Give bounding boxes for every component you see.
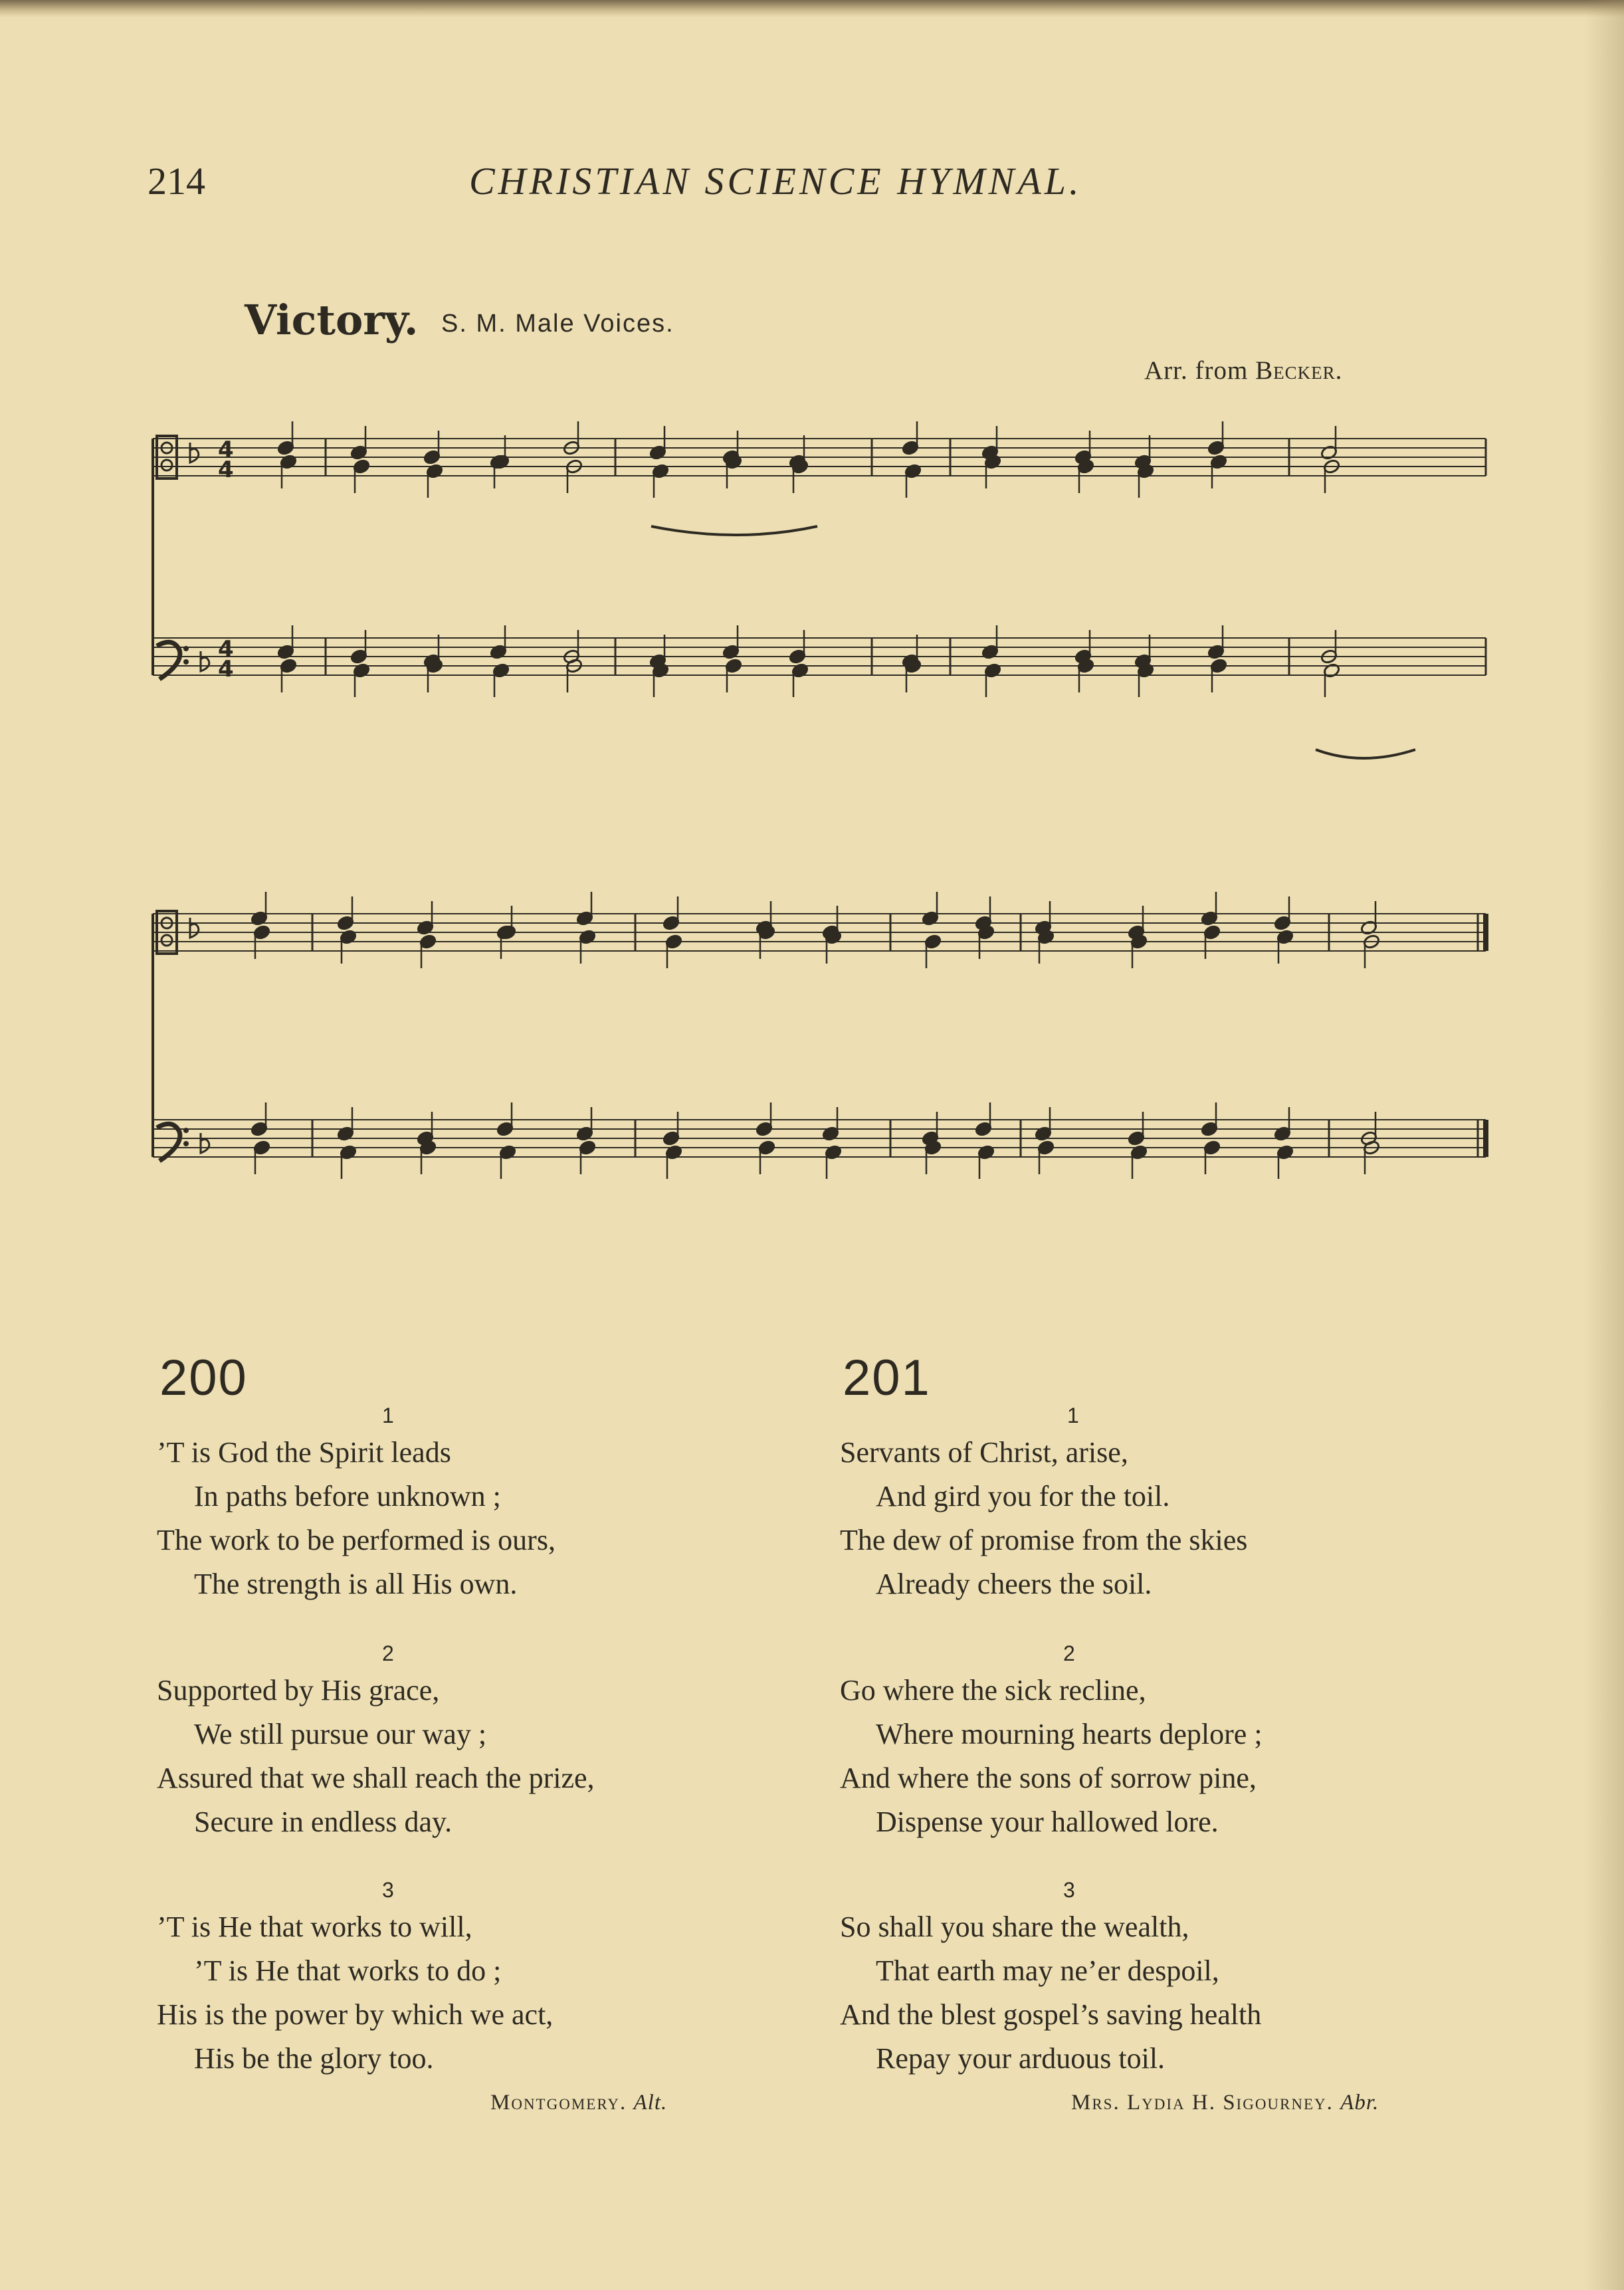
tune-meter: S. M.: [441, 310, 507, 338]
time-signature-bottom: 4: [218, 656, 234, 682]
verse-line: Repay your arduous toil.: [876, 2042, 1166, 2075]
flat-sign: [201, 651, 209, 671]
author-name: Mrs. Lydia H. Sigourney.: [1071, 2091, 1334, 2115]
arranger-name: Becker.: [1255, 356, 1343, 385]
author-note: Alt.: [633, 2091, 668, 2115]
hymn-number-200: 200: [159, 1350, 248, 1406]
verse-line: And gird you for the toil.: [876, 1480, 1170, 1512]
flat-sign: [190, 918, 199, 938]
verse-line: ’T is He that works to do ;: [194, 1954, 502, 1987]
clef-dot: [183, 1128, 189, 1133]
verse-number: 2: [382, 1641, 394, 1665]
verse-line: The dew of promise from the skies: [840, 1524, 1248, 1556]
hymn-number-201: 201: [843, 1350, 931, 1406]
verse-line: Where mourning hearts deplore ;: [876, 1718, 1263, 1750]
verse-line: ’T is He that works to will,: [157, 1911, 472, 1943]
verse-line: And where the sons of sorrow pine,: [840, 1762, 1257, 1794]
hymn-author: [1071, 2091, 1379, 2115]
author-note: Abr.: [1340, 2091, 1379, 2115]
hymn-author: [490, 2091, 667, 2115]
verse-number: 2: [1063, 1641, 1075, 1665]
clef-curl: [161, 935, 172, 946]
verse-line: His be the glory too.: [194, 2042, 434, 2075]
verse-line: That earth may ne’er despoil,: [876, 1954, 1219, 1987]
time-signature-top: 4: [218, 636, 234, 663]
clef-dot: [183, 659, 189, 665]
slur: [651, 526, 817, 535]
verse-line: So shall you share the wealth,: [840, 1911, 1189, 1943]
verse-line: Go where the sick recline,: [840, 1674, 1146, 1707]
music-system-2: [153, 892, 1486, 1179]
tune-voicing: Male Voices.: [515, 310, 674, 338]
verse-line: In paths before unknown ;: [194, 1480, 501, 1512]
verse-line: And the blest gospel’s saving health: [840, 1998, 1262, 2031]
time-signature-bottom: 4: [218, 457, 234, 483]
page-number: 214: [148, 159, 205, 203]
tune-name: Victory.: [245, 296, 419, 344]
time-signature-top: 4: [218, 437, 234, 463]
clef-dot: [183, 1141, 189, 1146]
verse-line: His is the power by which we act,: [157, 1998, 554, 2031]
running-title: CHRISTIAN SCIENCE HYMNAL.: [469, 159, 1082, 203]
verse-line: Secure in endless day.: [194, 1806, 453, 1838]
verse-number: 1: [1067, 1404, 1079, 1427]
music-system-1: [153, 421, 1486, 758]
verse-line: Servants of Christ, arise,: [840, 1436, 1128, 1469]
verse-line: We still pursue our way ;: [194, 1718, 487, 1750]
author-name: Montgomery.: [490, 2091, 627, 2115]
verse-line: Dispense your hallowed lore.: [876, 1806, 1219, 1838]
verse-line: Assured that we shall reach the prize,: [157, 1762, 595, 1794]
verse-number: 3: [1063, 1878, 1075, 1902]
verse-line: The strength is all His own.: [194, 1568, 518, 1600]
verse-number: 3: [382, 1878, 394, 1902]
flat-sign: [201, 1133, 209, 1153]
verse-line: ’T is God the Spirit leads: [157, 1436, 451, 1469]
arranger-prefix: Arr. from: [1144, 356, 1249, 385]
verse-line: The work to be performed is ours,: [157, 1524, 556, 1556]
verse-line: Already cheers the soil.: [876, 1568, 1152, 1600]
verse-number: 1: [382, 1404, 394, 1427]
clef-curl: [161, 460, 172, 470]
verse-line: Supported by His grace,: [157, 1674, 440, 1707]
flat-sign: [190, 443, 199, 463]
slur: [1316, 750, 1415, 758]
clef-dot: [183, 646, 189, 651]
